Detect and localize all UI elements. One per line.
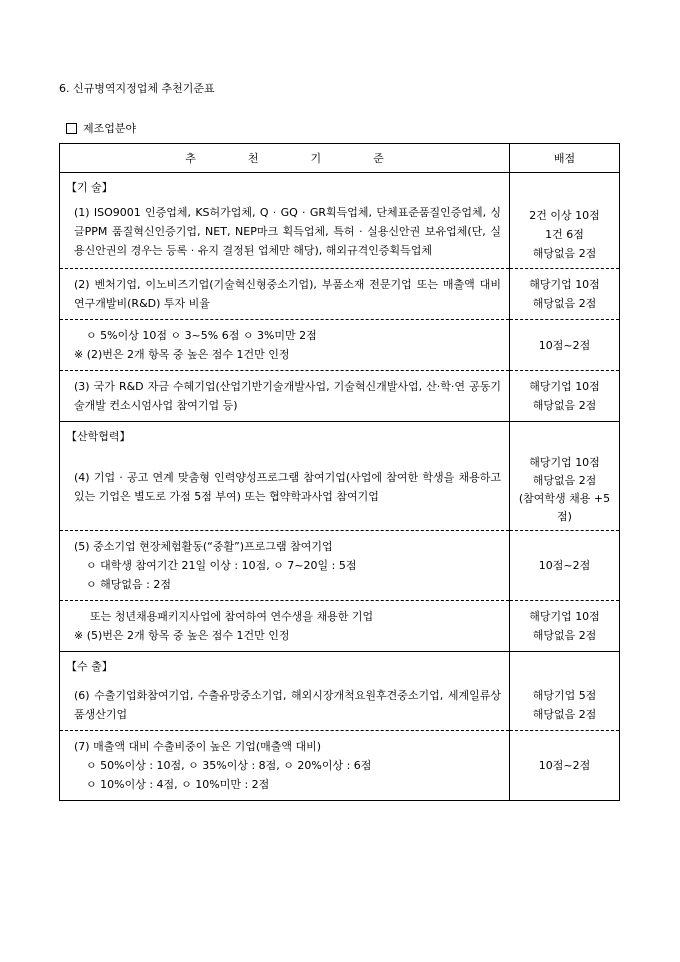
criteria-table	[59, 143, 620, 801]
table-row	[60, 450, 620, 531]
empty-cell	[510, 173, 620, 202]
score-3: 해당기업 10점 해당없음 2점	[510, 371, 620, 422]
score-7: 10점~2점	[510, 731, 620, 801]
score-5: 10점~2점	[510, 531, 620, 601]
section-tech-label: 【기 술】	[60, 173, 510, 202]
criterion-3: (3) 국가 R&D 자금 수혜기업(산업기반기술개발사업, 기술혁신개발사업, 산·학·연 공동기술개발 컨소시엄사업 참여기업 등)	[60, 371, 510, 422]
section-coop-label: 【산학협력】	[60, 422, 510, 451]
criterion-7: (7) 매출액 대비 수출비중이 높은 기업(매출액 대비) ㅇ 50%이상 : 10점, ㅇ 35%이상 : 8점, ㅇ 20%이상 : 6점 ㅇ 10%이상 : 4점, ㅇ 10%미만 : 2점	[60, 731, 510, 801]
empty-cell	[510, 422, 620, 451]
criterion-5: (5) 중소기업 현장체험활동(“중활”)프로그램 참여기업 ㅇ 대학생 참여기간 21일 이상 : 10점, ㅇ 7~20일 : 5점 ㅇ 해당없음 : 2점	[60, 531, 510, 601]
checkbox-square-icon	[66, 123, 77, 134]
table-row	[60, 601, 620, 652]
table-row	[60, 371, 620, 422]
score-2: 해당기업 10점 해당없음 2점	[510, 269, 620, 320]
table-row	[60, 201, 620, 269]
score-4: 해당기업 10점 해당없음 2점 (참여학생 채용 +5점)	[510, 450, 620, 531]
table-row	[60, 320, 620, 371]
criterion-2b: ㅇ 5%이상 10점 ㅇ 3~5% 6점 ㅇ 3%미만 2점 ※ (2)번은 2개 항목 중 높은 점수 1건만 인정	[60, 320, 510, 371]
section-export-label: 【수 출】	[60, 652, 510, 681]
page-heading: 6. 신규병역지정업체 추천기준표	[59, 82, 215, 95]
criterion-2: (2) 벤처기업, 이노비즈기업(기술혁신형중소기업), 부품소재 전문기업 또는 매출액 대비 연구개발비(R&D) 투자 비율	[60, 269, 510, 320]
score-header: 배점	[510, 144, 620, 173]
table-row	[60, 680, 620, 731]
table-row	[60, 531, 620, 601]
criterion-4: (4) 기업 · 공고 연계 맞춤형 인력양성프로그램 참여기업(사업에 참여한 학생을 채용하고 있는 기업은 별도로 가점 5점 부여) 또는 협약학과사업 참여기업	[60, 450, 510, 531]
score-2b: 10점~2점	[510, 320, 620, 371]
criterion-1: (1) ISO9001 인증업체, KS허가업체, Q · GQ · GR획득업체, 단체표준품질인증업체, 싱글PPM 품질혁신인증기업, NET, NEP마크 획득업체, 특허 · 실용신안권 보유업체(단, 실용신안권의 경우는 등록 · 유지 결정된 업체만 해당), 해외규격인증획득업체	[60, 201, 510, 269]
table-row	[60, 269, 620, 320]
table-row	[60, 731, 620, 801]
score-1: 2건 이상 10점 1건 6점 해당없음 2점	[510, 201, 620, 269]
subheading-label: 제조업분야	[83, 122, 137, 135]
score-5b: 해당기업 10점 해당없음 2점	[510, 601, 620, 652]
criterion-5b: 또는 청년채용패키지사업에 참여하여 연수생을 채용한 기업 ※ (5)번은 2개 항목 중 높은 점수 1건만 인정	[60, 601, 510, 652]
empty-cell	[510, 652, 620, 681]
section-subheading	[66, 120, 136, 136]
criterion-6: (6) 수출기업화참여기업, 수출유망중소기업, 해외시장개척요원후견중소기업, 세계일류상품생산기업	[60, 680, 510, 731]
score-6: 해당기업 5점 해당없음 2점	[510, 680, 620, 731]
criteria-header: 추 천 기 준	[60, 144, 510, 173]
